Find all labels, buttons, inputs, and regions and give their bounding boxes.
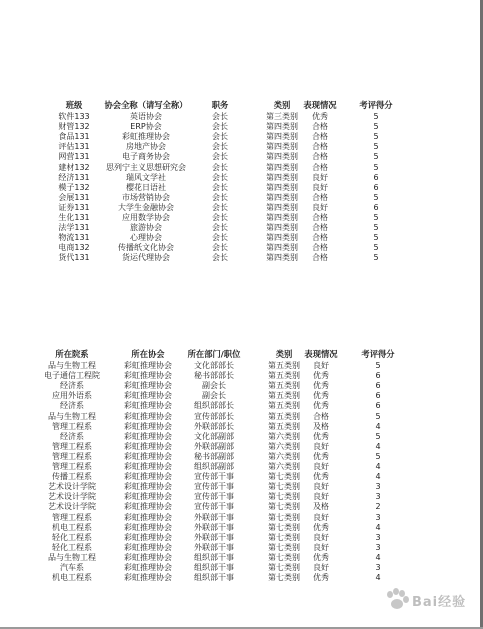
table-cell: 4 bbox=[375, 441, 381, 451]
table-cell: 电子通信工程院 bbox=[44, 371, 100, 381]
table-cell: 第四类别 bbox=[266, 233, 298, 243]
table-cell: 5 bbox=[373, 162, 379, 172]
table-cell: 会长 bbox=[212, 253, 228, 263]
table-cell: 传播纸文化协会 bbox=[118, 243, 174, 253]
table-cell: 艺术设计学院 bbox=[48, 482, 96, 492]
table-cell: 彩虹推理协会 bbox=[124, 381, 172, 391]
table-cell: 樱花日语社 bbox=[126, 182, 166, 192]
table-cell: 5 bbox=[373, 233, 379, 243]
column-header: 协会全称（请写全称） bbox=[104, 100, 188, 110]
table-cell: 模子132 bbox=[58, 182, 90, 192]
table-cell: 良好 bbox=[313, 441, 329, 451]
table-cell: 电子商务协会 bbox=[122, 152, 170, 162]
table-cell: 第四类别 bbox=[266, 243, 298, 253]
table-row bbox=[0, 193, 470, 203]
table-cell: 6 bbox=[375, 391, 381, 401]
table-cell: 第五类别 bbox=[268, 411, 300, 421]
table-cell: 3 bbox=[375, 482, 381, 492]
table-cell: 副会长 bbox=[202, 381, 226, 391]
table-cell: 证券131 bbox=[58, 202, 90, 212]
table-cell: 会长 bbox=[212, 243, 228, 253]
table-cell: 会长 bbox=[212, 132, 228, 142]
table-cell: 彩虹推理协会 bbox=[124, 441, 172, 451]
table-cell: 5 bbox=[373, 132, 379, 142]
table-row bbox=[0, 253, 470, 263]
table-cell: 第七类别 bbox=[268, 522, 300, 532]
table-row bbox=[0, 112, 470, 122]
table-cell: 第四类别 bbox=[266, 172, 298, 182]
table-cell: 良好 bbox=[313, 563, 329, 572]
table-cell: 第五类别 bbox=[268, 381, 300, 391]
table-cell: 合格 bbox=[312, 122, 328, 132]
table-cell: 彩虹推理协会 bbox=[124, 391, 172, 401]
table-cell: 第七类别 bbox=[268, 532, 300, 542]
table-cell: 大学生金融协会 bbox=[118, 202, 174, 212]
table-row bbox=[0, 371, 470, 381]
table-cell: 宣传部干事 bbox=[194, 482, 234, 492]
table-cell: 瑞风文学社 bbox=[126, 172, 166, 182]
table-cell: 5 bbox=[375, 451, 381, 461]
table-cell: 建材132 bbox=[58, 162, 90, 172]
table-row bbox=[0, 553, 470, 563]
table-cell: 第六类别 bbox=[268, 431, 300, 441]
table-cell: 彩虹推理协会 bbox=[124, 431, 172, 441]
table-cell: 经济系 bbox=[60, 381, 84, 391]
table-cell: 第四类别 bbox=[266, 202, 298, 212]
table-cell: 3 bbox=[375, 542, 381, 552]
table-row bbox=[0, 223, 470, 233]
table-cell: 食品131 bbox=[58, 132, 90, 142]
table-cell: 5 bbox=[375, 431, 381, 441]
table-cell: 优秀 bbox=[313, 573, 329, 583]
table-cell: 5 bbox=[373, 223, 379, 233]
table-cell: 第三类别 bbox=[266, 112, 298, 121]
table-cell: 彩虹推理协会 bbox=[122, 132, 170, 142]
table-row bbox=[0, 513, 470, 523]
table-cell: 第七类别 bbox=[268, 552, 300, 562]
table-cell: 合格 bbox=[312, 243, 328, 253]
table-cell: 机电工程系 bbox=[52, 522, 92, 532]
table-cell: 会长 bbox=[212, 142, 228, 152]
table-row bbox=[0, 401, 470, 411]
table-cell: 第七类别 bbox=[268, 573, 300, 583]
watermark-text: Bai经验 bbox=[412, 594, 467, 610]
table-cell: 宣传部部长 bbox=[194, 411, 234, 421]
table-cell: 彩虹推理协会 bbox=[124, 482, 172, 492]
table-cell: 5 bbox=[373, 243, 379, 253]
table-cell: 彩虹推理协会 bbox=[124, 472, 172, 482]
column-header: 班级 bbox=[65, 100, 83, 110]
table-cell: 第六类别 bbox=[268, 441, 300, 451]
table-cell: 组织部干事 bbox=[194, 552, 234, 562]
table-cell: 品与生物工程 bbox=[48, 411, 96, 421]
table-row bbox=[0, 563, 470, 573]
table-cell: 品与生物工程 bbox=[48, 361, 96, 370]
table-cell: 应用外语系 bbox=[52, 391, 92, 401]
table-cell: 彩虹推理协会 bbox=[124, 361, 172, 370]
table-row bbox=[0, 523, 470, 533]
table-cell: 6 bbox=[375, 381, 381, 391]
table-cell: 6 bbox=[375, 401, 381, 411]
table-row bbox=[0, 543, 470, 553]
table-cell: 外联部干事 bbox=[194, 522, 234, 532]
table-cell: 组织部干事 bbox=[194, 563, 234, 572]
table-row bbox=[0, 213, 470, 223]
table-cell: 第四类别 bbox=[266, 182, 298, 192]
table-row bbox=[0, 442, 470, 452]
table-cell: 秘书部部长 bbox=[194, 371, 234, 381]
table-cell: 旅游协会 bbox=[130, 223, 162, 233]
table-cell: 优秀 bbox=[313, 472, 329, 482]
table-row bbox=[0, 183, 470, 193]
table-row bbox=[0, 233, 470, 243]
table-cell: 第四类别 bbox=[266, 213, 298, 222]
table-cell: 5 bbox=[373, 253, 379, 263]
table-cell: 6 bbox=[373, 202, 379, 212]
column-header: 类别 bbox=[275, 349, 293, 359]
table-row bbox=[0, 452, 470, 462]
table-row bbox=[0, 472, 470, 482]
table-cell: 经济131 bbox=[58, 172, 90, 182]
table-row bbox=[0, 152, 470, 162]
table-row bbox=[0, 163, 470, 173]
table-cell: 合格 bbox=[312, 162, 328, 172]
table-cell: 会长 bbox=[212, 192, 228, 202]
table-cell: 4 bbox=[375, 552, 381, 562]
table-cell: 良好 bbox=[313, 361, 329, 370]
table-row bbox=[0, 122, 470, 132]
table-cell: 应用数学协会 bbox=[122, 213, 170, 222]
table-cell: 货代131 bbox=[58, 253, 90, 263]
table-cell: 轻化工程系 bbox=[52, 542, 92, 552]
table-cell: 第四类别 bbox=[266, 192, 298, 202]
table-cell: 优秀 bbox=[313, 381, 329, 391]
table-cell: 良好 bbox=[313, 462, 329, 471]
table-cell: 彩虹推理协会 bbox=[124, 401, 172, 411]
table-cell: 5 bbox=[373, 192, 379, 202]
table-cell: 宣传部干事 bbox=[194, 492, 234, 502]
table-cell: 彩虹推理协会 bbox=[124, 522, 172, 532]
table-row bbox=[0, 492, 470, 502]
table-cell: 5 bbox=[373, 122, 379, 132]
table-cell: 管理工程系 bbox=[52, 451, 92, 461]
baidu-jingyan-watermark bbox=[385, 585, 471, 615]
table-row bbox=[0, 361, 470, 371]
table-cell: 合格 bbox=[312, 213, 328, 222]
table-cell: 合格 bbox=[312, 223, 328, 233]
table-cell: 合格 bbox=[312, 132, 328, 142]
table-cell: 第五类别 bbox=[268, 391, 300, 401]
table-cell: 组织部部长 bbox=[194, 401, 234, 411]
table-cell: 会长 bbox=[212, 182, 228, 192]
table-cell: 6 bbox=[373, 182, 379, 192]
table-cell: 彩虹推理协会 bbox=[124, 532, 172, 542]
column-header: 考评得分 bbox=[361, 349, 395, 359]
table-cell: 汽车系 bbox=[60, 563, 84, 572]
table-row bbox=[0, 412, 470, 422]
table-cell: 第五类别 bbox=[268, 371, 300, 381]
table-cell: 外联部干事 bbox=[194, 512, 234, 522]
table-cell: 优秀 bbox=[313, 552, 329, 562]
table-cell: 5 bbox=[373, 152, 379, 162]
table-cell: 第四类别 bbox=[266, 142, 298, 152]
table-cell: 第七类别 bbox=[268, 492, 300, 502]
table-cell: 良好 bbox=[312, 172, 328, 182]
table-cell: 思列宁主义思想研究会 bbox=[106, 162, 186, 172]
table-cell: 组织部干事 bbox=[194, 573, 234, 583]
table-cell: 组织部副部 bbox=[194, 462, 234, 471]
table-cell: 生化131 bbox=[58, 213, 90, 222]
table-header-row bbox=[0, 349, 470, 359]
table-cell: 彩虹推理协会 bbox=[124, 451, 172, 461]
table-cell: 合格 bbox=[312, 152, 328, 162]
table-cell: 合格 bbox=[312, 233, 328, 243]
table-cell: 文化部副部 bbox=[194, 431, 234, 441]
table-cell: 3 bbox=[375, 512, 381, 522]
table-cell: 良好 bbox=[313, 512, 329, 522]
table-cell: 第五类别 bbox=[268, 401, 300, 411]
table-cell: 外联部副部 bbox=[194, 441, 234, 451]
table-cell: 合格 bbox=[312, 142, 328, 152]
table-cell: 4 bbox=[375, 573, 381, 583]
table-cell: 良好 bbox=[313, 492, 329, 502]
table-cell: 良好 bbox=[313, 532, 329, 542]
table-cell: 英语协会 bbox=[130, 112, 162, 121]
table-cell: ERP协会 bbox=[130, 122, 162, 132]
table-row bbox=[0, 173, 470, 183]
table-cell: 第七类别 bbox=[268, 482, 300, 492]
table-cell: 经济系 bbox=[60, 431, 84, 441]
table-cell: 轻化工程系 bbox=[52, 532, 92, 542]
table-cell: 良好 bbox=[312, 202, 328, 212]
table-cell: 及格 bbox=[313, 502, 329, 512]
table-cell: 3 bbox=[375, 492, 381, 502]
table-cell: 第四类别 bbox=[266, 223, 298, 233]
table-cell: 彩虹推理协会 bbox=[124, 512, 172, 522]
table-cell: 5 bbox=[375, 361, 381, 370]
table-cell: 管理工程系 bbox=[52, 462, 92, 471]
column-header: 所在院系 bbox=[55, 349, 89, 359]
table-cell: 会长 bbox=[212, 202, 228, 212]
table-cell: 5 bbox=[373, 112, 379, 121]
table-cell: 5 bbox=[373, 213, 379, 222]
table-cell: 宣传部干事 bbox=[194, 502, 234, 512]
table-cell: 财管132 bbox=[58, 122, 90, 132]
table-cell: 合格 bbox=[313, 411, 329, 421]
table-cell: 优秀 bbox=[313, 401, 329, 411]
table-cell: 优秀 bbox=[313, 371, 329, 381]
table-row bbox=[0, 422, 470, 432]
table-cell: 3 bbox=[375, 532, 381, 542]
table-cell: 良好 bbox=[312, 182, 328, 192]
table-cell: 第四类别 bbox=[266, 162, 298, 172]
table-cell: 第七类别 bbox=[268, 563, 300, 572]
table-cell: 市场营销协会 bbox=[122, 192, 170, 202]
table-cell: 优秀 bbox=[313, 391, 329, 401]
table-cell: 心理协会 bbox=[130, 233, 162, 243]
table-cell: 第七类别 bbox=[268, 502, 300, 512]
table-cell: 良好 bbox=[313, 482, 329, 492]
table-cell: 会长 bbox=[212, 223, 228, 233]
table-cell: 彩虹推理协会 bbox=[124, 573, 172, 583]
table-row bbox=[0, 502, 470, 512]
table-cell: 2 bbox=[375, 502, 381, 512]
table-cell: 会长 bbox=[212, 213, 228, 222]
table-cell: 会长 bbox=[212, 152, 228, 162]
column-header: 类别 bbox=[273, 100, 291, 110]
table-cell: 外联部部长 bbox=[194, 421, 234, 431]
table-cell: 会长 bbox=[212, 122, 228, 132]
table-cell: 5 bbox=[375, 411, 381, 421]
table-cell: 软件133 bbox=[58, 112, 90, 121]
table-cell: 4 bbox=[375, 472, 381, 482]
table-cell: 评估131 bbox=[58, 142, 90, 152]
table-cell: 会长 bbox=[212, 112, 228, 121]
table-cell: 法学131 bbox=[58, 223, 90, 233]
table-cell: 彩虹推理协会 bbox=[124, 542, 172, 552]
table-cell: 4 bbox=[375, 462, 381, 471]
table-cell: 宣传部干事 bbox=[194, 472, 234, 482]
table-cell: 第五类别 bbox=[268, 421, 300, 431]
table-cell: 4 bbox=[375, 522, 381, 532]
column-header: 表现情况 bbox=[303, 100, 337, 110]
table-cell: 物流131 bbox=[58, 233, 90, 243]
table-row bbox=[0, 132, 470, 142]
table-cell: 彩虹推理协会 bbox=[124, 563, 172, 572]
table-cell: 管理工程系 bbox=[52, 512, 92, 522]
column-header: 表现情况 bbox=[304, 349, 338, 359]
table-cell: 第七类别 bbox=[268, 472, 300, 482]
table-cell: 会长 bbox=[212, 162, 228, 172]
table-cell: 会展131 bbox=[58, 192, 90, 202]
table-cell: 优秀 bbox=[313, 522, 329, 532]
table-header-row bbox=[0, 100, 470, 110]
table-cell: 第四类别 bbox=[266, 152, 298, 162]
table-cell: 彩虹推理协会 bbox=[124, 462, 172, 471]
table-cell: 4 bbox=[375, 421, 381, 431]
table-cell: 管理工程系 bbox=[52, 421, 92, 431]
table-cell: 合格 bbox=[312, 192, 328, 202]
table-cell: 电商132 bbox=[58, 243, 90, 253]
column-header: 考评得分 bbox=[359, 100, 393, 110]
table-cell: 5 bbox=[373, 142, 379, 152]
table-cell: 艺术设计学院 bbox=[48, 492, 96, 502]
table-cell: 副会长 bbox=[202, 391, 226, 401]
table-row bbox=[0, 203, 470, 213]
table-cell: 会长 bbox=[212, 233, 228, 243]
table-cell: 文化部部长 bbox=[194, 361, 234, 370]
table-cell: 优秀 bbox=[313, 451, 329, 461]
table-row bbox=[0, 432, 470, 442]
table-cell: 外联部干事 bbox=[194, 532, 234, 542]
table-cell: 第六类别 bbox=[268, 462, 300, 471]
table-cell: 第七类别 bbox=[268, 542, 300, 552]
table-cell: 外联部干事 bbox=[194, 542, 234, 552]
paw-logo-icon bbox=[385, 588, 409, 612]
table-row bbox=[0, 573, 470, 583]
table-cell: 良好 bbox=[313, 542, 329, 552]
table-cell: 第四类别 bbox=[266, 253, 298, 263]
table-cell: 第四类别 bbox=[266, 132, 298, 142]
table-cell: 机电工程系 bbox=[52, 573, 92, 583]
table-cell: 3 bbox=[375, 563, 381, 572]
table-row bbox=[0, 482, 470, 492]
table-cell: 彩虹推理协会 bbox=[124, 371, 172, 381]
table-cell: 优秀 bbox=[313, 431, 329, 441]
table-cell: 合格 bbox=[312, 253, 328, 263]
table-cell: 彩虹推理协会 bbox=[124, 411, 172, 421]
table-cell: 秘书部副部 bbox=[194, 451, 234, 461]
table-cell: 优秀 bbox=[312, 112, 328, 121]
table-row bbox=[0, 142, 470, 152]
column-header: 所在协会 bbox=[131, 349, 165, 359]
table-cell: 第七类别 bbox=[268, 512, 300, 522]
table-cell: 网营131 bbox=[58, 152, 90, 162]
table-cell: 及格 bbox=[313, 421, 329, 431]
table-cell: 彩虹推理协会 bbox=[124, 421, 172, 431]
table-cell: 6 bbox=[375, 371, 381, 381]
table-row bbox=[0, 462, 470, 472]
table-cell: 彩虹推理协会 bbox=[124, 502, 172, 512]
table-cell: 品与生物工程 bbox=[48, 552, 96, 562]
table-cell: 6 bbox=[373, 172, 379, 182]
table-cell: 第四类别 bbox=[266, 122, 298, 132]
table-cell: 货运代理协会 bbox=[122, 253, 170, 263]
table-row bbox=[0, 243, 470, 253]
table-row bbox=[0, 381, 470, 391]
table-cell: 第六类别 bbox=[268, 451, 300, 461]
column-header: 所在部门/职位 bbox=[187, 349, 241, 359]
table-cell: 彩虹推理协会 bbox=[124, 552, 172, 562]
table-cell: 管理工程系 bbox=[52, 441, 92, 451]
column-header: 职务 bbox=[211, 100, 229, 110]
table-cell: 传播工程系 bbox=[52, 472, 92, 482]
table-cell: 第五类别 bbox=[268, 361, 300, 370]
table-cell: 会长 bbox=[212, 172, 228, 182]
table-cell: 彩虹推理协会 bbox=[124, 492, 172, 502]
table-cell: 房地产协会 bbox=[126, 142, 166, 152]
table-cell: 经济系 bbox=[60, 401, 84, 411]
table-cell: 艺术设计学院 bbox=[48, 502, 96, 512]
table-row bbox=[0, 391, 470, 401]
table-row bbox=[0, 533, 470, 543]
